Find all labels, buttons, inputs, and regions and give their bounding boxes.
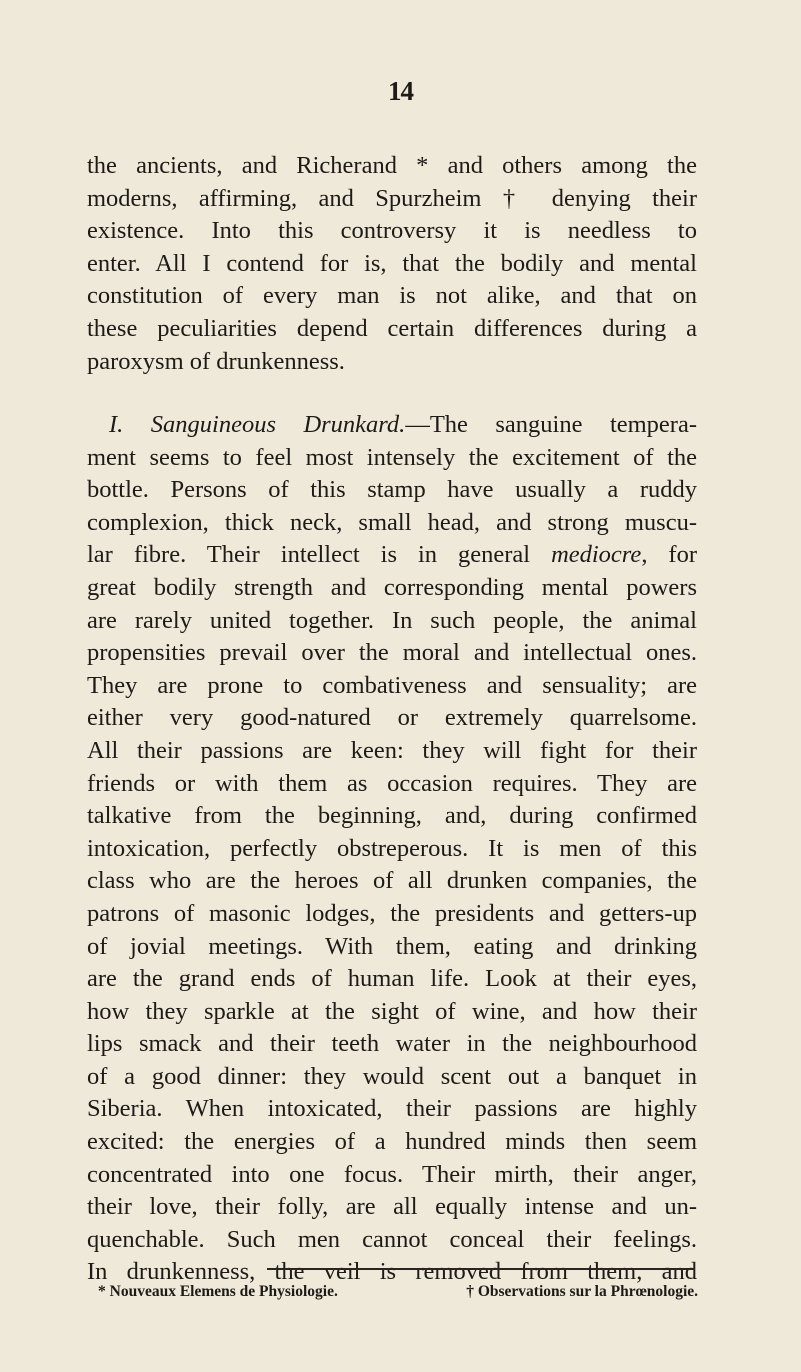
text-line: intoxication, perfectly obstreperous. It is men of this [87, 834, 697, 862]
text-line: existence. Into this controversy it is needless to [87, 217, 697, 245]
text-line: concentrated into one focus. Their mirth, their anger, [87, 1160, 697, 1188]
italic-word: mediocre [551, 541, 642, 569]
text-line: All their passions are keen: they will fight for their [87, 736, 697, 764]
text-line: lips smack and their teeth water in the neighbourhood [87, 1030, 697, 1058]
text-line: In drunkenness, the veil is removed from them, and [87, 1258, 697, 1286]
text-line-heading [87, 409, 697, 442]
text-line: ment seems to feel most intensely the excitement of the [87, 443, 697, 471]
text-line: complexion, thick neck, small head, and strong muscu- [87, 508, 697, 536]
text-line: either very good-natured or extremely quarrelsome. [87, 704, 697, 732]
text-line: propensities prevail over the moral and intellectual ones. [87, 639, 697, 667]
text-line: these peculiarities depend certain differences during a [87, 314, 697, 342]
footnotes [98, 1283, 698, 1301]
text-line: great bodily strength and corresponding mental powers [87, 573, 697, 601]
paragraph-1 [87, 150, 697, 378]
text-line: how they sparkle at the sight of wine, and how their [87, 997, 697, 1025]
line-post: , for [641, 541, 697, 569]
paragraph-2 [87, 409, 697, 1289]
text-line: are rarely united together. In such people, the animal [87, 606, 697, 634]
text-line: excited: the energies of a hundred minds then seem [87, 1128, 697, 1156]
text-line: bottle. Persons of this stamp have usually a ruddy [87, 476, 697, 504]
text-line: of a good dinner: they would scent out a banquet in [87, 1062, 697, 1090]
heading-line-rest: —The sanguine tempera- [405, 411, 697, 438]
text-line: constitution of every man is not alike, and that on [87, 282, 697, 310]
text-line: are the grand ends of human life. Look at their eyes, [87, 965, 697, 993]
page-number: 14 [388, 76, 413, 106]
text-line: friends or with them as occasion requires. They are [87, 769, 697, 797]
section-heading: I. Sanguineous Drunkard. [109, 411, 406, 438]
footnote-1: * Nouveaux Elemens de Physiologie. [98, 1283, 338, 1300]
text-line: quenchable. Such men cannot conceal their feelings. [87, 1225, 697, 1253]
text-line: of jovial meetings. With them, eating and drinking [87, 932, 697, 960]
text-line: They are prone to combativeness and sensuality; are [87, 671, 697, 699]
text-line: paroxysm of drunkenness. [87, 347, 345, 375]
text-line: the ancients, and Richerand * and others among the [87, 152, 697, 179]
text-line: Siberia. When intoxicated, their passions are highly [87, 1095, 697, 1123]
text-line: enter. All I contend for is, that the bodily and mental [87, 249, 697, 277]
text-line: talkative from the beginning, and, during confirmed [87, 802, 697, 830]
text-line: class who are the heroes of all drunken companies, the [87, 867, 697, 895]
footnote-2: † Observations sur la Phrœnologie. [466, 1283, 698, 1300]
line-pre: lar fibre. Their intellect is in general [87, 541, 552, 569]
footnote-rule [267, 1268, 695, 1270]
text-line: moderns, affirming, and Spurzheim † denying their [87, 184, 697, 212]
text-line-italic [87, 539, 697, 572]
text-line: their love, their folly, are all equally intense and un- [87, 1193, 697, 1221]
text-line: patrons of masonic lodges, the presidents and getters-up [87, 899, 697, 927]
